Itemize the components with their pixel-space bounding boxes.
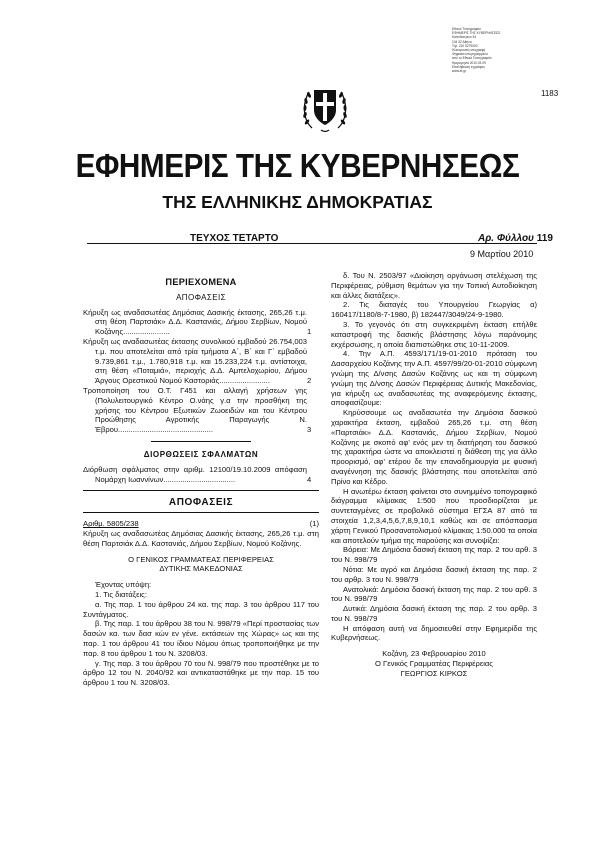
paragraph: 1. Τις διατάξεις: (95, 589, 147, 599)
left-column (83, 271, 319, 688)
stamp-line: Εθνικό Τυπογραφείο (452, 27, 481, 31)
gazette-subtitle: ΤΗΣ ΕΛΛΗΝΙΚΗΣ ΔΗΜΟΚΡΑΤΙΑΣ (162, 192, 433, 212)
digital-signature-stamp (452, 27, 522, 73)
paragraph: Η απόφαση αυτή να δημοσιευθεί στην Εφημερίδα της Κυβερνήσεως. (331, 623, 537, 643)
greek-coat-of-arms-icon (300, 82, 350, 134)
stamp-line: Ημερομηνία 2010.03.09 (452, 60, 486, 65)
paragraph: β. Της παρ. 1 του άρθρου 38 του Ν. 998/79 «Περί προστασίας των δασών κα. των δασ κών εν γένε. εκτάσεων της Χώρας» ως και της παρ. 1 του άρθρου 41 του ίδιου Νόμου όπως τροποποιήθηκε με την παρ. 8 του άρθρου 1 του Ν. 3208/03. (83, 619, 319, 658)
paragraph: δ. Του Ν. 2503/97 «Διοίκηση οργάνωση στελέχωση της Περιφέρειας, ρύθμιση θεμάτων για την Τοπική Αυτοδιοίκηση και άλλες διατάξεις». (331, 271, 537, 300)
paragraph: Ανατολικά: Δημόσια δασική έκταση της παρ. 2 του αρθ. 3 του Ν. 998/79 (331, 584, 537, 604)
toc-corrections (83, 465, 319, 485)
sheet-number: Αρ. Φύλλου 119 (478, 233, 553, 244)
signature-name: ΓΕΩΡΓΙΟΣ ΚΙΡΚΟΣ (400, 668, 468, 678)
toc-entries (83, 308, 319, 435)
toc-section-corrections: ΔΙΟΡΘΩΣΕΙΣ ΣΦΑΛΜΑΤΩΝ (143, 449, 259, 459)
paragraph: 4. Την Α.Π. 4593/171/19-01-2010 πρόταση του Δασαρχείου Κοζάνης την Α.Π. 4597/99/20-01-2010 σύμφωνη γνώμη της Δ/νσης Δασών Κοζάνης ως και τη σύμφωνη γνώμη της Δ/νσης Δασών Περιφέρειας Δυτικής Μακεδονίας, για κήρυξη ως αναδασωτέας της αναφερόμενης έκτασης, αποφασίζουμε: (331, 349, 537, 408)
right-column (331, 271, 537, 679)
paragraph: Κηρύσσουμε ως αναδασωτέα την Δημόσια δασικού χαρακτήρα έκταση, εμβαδού 265,26 τ.μ. στη θέση «Παρτσιάκ» Δ.Δ. Καστανιάς, Δήμου Σερβίων, Νομού Κοζάνης με σκοπό αφ’ ενός μεν τη διατήρηση του δασικού της χαρακτήρα ώστε να αποκλειστεί η διάθεση της για άλλο προορισμό, αφ’ ετέρου δε την επαναδημιουργία με φυσική αναγέννηση της δασικής βλάστησης που αποτελείται από Πρίνο και Κέδρο. (331, 408, 537, 486)
paragraph: α. Της παρ. 1 του άρθρου 24 κα. της παρ. 3 του άρθρου 117 του Συντάγματος. (83, 599, 319, 619)
toc-entry[interactable]: Κήρυξη ως αναδασωτέας έκτασης συνολικού εμβαδού 26.754,003 τ.μ. που αποτελείται από τρία τμήματα Α΄, Β΄ και Γ΄ εμβαδού 9.739,861 τ.μ., 1.780,918 τ.μ. και 15.233,224 τ.μ. αντίστοιχα, στη θέση «Ποταμιά», περιοχής Δ.Δ. Αμπελοχωρίου, Δήμου Άργους Ορεστικού Νομού Καστοριάς........................ 2 (83, 336, 312, 386)
toc-entry-text: Κήρυξη ως αναδασωτέας Δημόσιας Δασικής έκτασης, 265,26 τ.μ. στη θέση Παρτσιάκ» Δ.Δ. Καστανιάς, Δήμου Σερβίων, Νομού Κοζάνης...................... (83, 307, 307, 337)
page-number: 1183 (541, 89, 559, 98)
stamp-line: Τηλ. 210 5279000 (452, 43, 478, 48)
decision-number: Αριθμ. 5805/238 (83, 519, 139, 529)
signature-role: Ο Γενικός Γραμματέας Περιφέρειας (375, 659, 493, 669)
stamp-line: 104 32 Αθήνα (452, 39, 472, 44)
paragraph: Νότια: Με αγρό και Δημόσια δασική έκταση της παρ. 2 του αρθρ. 3 του Ν. 998/79 (331, 564, 537, 584)
toc-heading: ΠΕΡΙΕΧΟΜΕΝΑ (165, 277, 237, 287)
toc-entry[interactable]: Κήρυξη ως αναδασωτέας Δημόσιας Δασικής έκτασης, 265,26 τ.μ. στη θέση Παρτσιάκ» Δ.Δ. Καστανιάς, Δήμου Σερβίων, Νομού Κοζάνης...................... 1 (83, 307, 312, 337)
stamp-line: Καποδιστρίου 34 (452, 35, 477, 40)
paragraph: Βόρεια: Με Δημόσια δασική έκταση της παρ. 2 του αρθ. 3 του Ν. 998/79 (331, 545, 537, 565)
issuer-line-2: ΔΥΤΙΚΗΣ ΜΑΚΕΔΟΝΙΑΣ (159, 564, 243, 574)
issue-type: ΤΕΥΧΟΣ ΤΕΤΑΡΤΟ (190, 233, 279, 244)
stamp-line: από το Εθνικό Τυπογραφείο (452, 56, 492, 61)
toc-entry-text: Διόρθωση σφάλματος στην αριθμ. 12100/19.10.2009 απόφαση Νομάρχη Ιωαννίνων.................................. (83, 464, 307, 484)
toc-entry-text: Κήρυξη ως αναδασωτέας έκτασης συνολικού εμβαδού 26.754,003 τ.μ. που αποτελείται από τρία τμήματα Α΄, Β΄ και Γ΄ εμβαδού 9.739,861 τ.μ., 1.780,918 τ.μ. και 15.233,224 τ.μ. αντίστοιχα, στη θέση «Ποταμιά», περιοχής Δ.Δ. Αμπελοχωρίου, Δήμου Άργους Ορεστικού Νομού Καστοριάς........................ (83, 336, 307, 386)
decisions-heading: ΑΠΟΦΑΣΕΙΣ (168, 497, 234, 509)
decision-considerations (83, 580, 319, 688)
toc-entry[interactable]: Τροποποίηση του Ο.Τ. Γ451 και αλλαγή χρήσεων γης (Πολυλειτουργικό Κέντρο Ο.νάης γ.α την προσθήκη της χρήσης του Κέντρου Εξωτικών Ζωοειδών και του Κέντρου Προώθησης Αγροτικής Παραγωγής Ν. Έβρου............................................. 3 (83, 385, 312, 435)
paragraph: 2. Τις διαταγές του Υπουργείου Γεωργίας α) 160417/1180/8-7-1980, β) 182447/3049/24-9-1980. (331, 300, 537, 320)
paragraph: Η ανωτέρω έκταση φαίνεται στο συνημμένο τοπογραφικό διάγραμμα κλίμακας 1:500 που προσδιορίζεται με συντεταγμένες σε προβολικό σύστημα ΕΓΣΑ 87 από τα στοιχεία 1,2,3,4,5,6,7,8,9,10,1 καθώς και σε απόσπασμα χάρτη Γενικού Προσανατολισμού κλίμακας 1:50.000 τα οποία και αποτελούν τμήμα της παρούσης και συνοψίζει: (331, 486, 537, 545)
toc-entry[interactable]: Διόρθωση σφάλματος στην αριθμ. 12100/19.10.2009 απόφαση Νομάρχη Ιωαννίνων.................................. 4 (83, 464, 312, 484)
stamp-line: Ψηφιακά υπογεγραμμένο (452, 52, 488, 57)
toc-section-decisions: ΑΠΟΦΑΣΕΙΣ (176, 292, 226, 302)
stamp-line: Επαλήθευση εγγράφου (452, 64, 485, 69)
decision-body (331, 271, 537, 643)
stamp-line: Ηλεκτρονική υπογραφή (452, 48, 486, 53)
gazette-title: ΕΦΗΜΕΡΙΣ ΤΗΣ ΚΥΒΕΡΝΗΣΕΩΣ (75, 147, 520, 184)
toc-end-divider (83, 490, 319, 491)
paragraph: γ. Της παρ. 3 του άρθρου 70 του Ν. 998/79 που προστέθηκε με το άρθρο 12 του Ν. 2040/92 και αντικαταστάθηκε με την παρ. 15 του άρθρου 1 του Ν. 3208/03. (83, 658, 319, 688)
paragraph: 3. Το γεγονός ότι στη συγκεκριμένη έκταση επήλθε καταστροφή της δασικής βλάστησης λόγω παράνομης εκχέρσωσης, η οποία διαπιστώθηκε στις 10-11-2009. (331, 319, 537, 349)
signature-place-date: Κοζάνη, 23 Φεβρουαρίου 2010 (382, 649, 486, 659)
paragraph: Δυτικά: Δημόσια δασική έκταση της παρ. 2 του αρθρ. 3 του Ν. 998/79 (331, 604, 537, 623)
issuer-line-1: Ο ΓΕΝΙΚΟΣ ΓΡΑΜΜΑΤΕΑΣ ΠΕΡΙΦΕΡΕΙΑΣ (128, 554, 274, 564)
issue-date: 9 Μαρτίου 2010 (470, 249, 534, 259)
stamp-line: www.et.gr (452, 69, 466, 74)
decision-number-row (83, 519, 319, 529)
paragraph: Έχοντας υπόψη: (95, 580, 152, 590)
decision-title: Κήρυξη ως αναδασωτέας Δημόσιας Δασικής έκτασης, 265,26 τ.μ. στη θέση Παρτσιάκ Δ.Δ. Καστανιάς, Δήμου Σερβίων, Νομού Κοζάνης. (83, 528, 319, 548)
stamp-line: ΕΦΗΜΕΡΙΣ ΤΗΣ ΚΥΒΕΡΝΗΣΕΩΣ (452, 31, 501, 36)
toc-divider (151, 441, 251, 442)
toc-entry-text: Τροποποίηση του Ο.Τ. Γ451 και αλλαγή χρήσεων γης (Πολυλειτουργικό Κέντρο Ο.νάης γ.α την προσθήκη της χρήσης του Κέντρου Εξωτικών Ζωοειδών και του Κέντρου Προώθησης Αγροτικής Παραγωγής Ν. Έβρου............................................. (83, 385, 307, 435)
decision-index: (1) (309, 519, 319, 529)
header-divider (87, 243, 537, 244)
